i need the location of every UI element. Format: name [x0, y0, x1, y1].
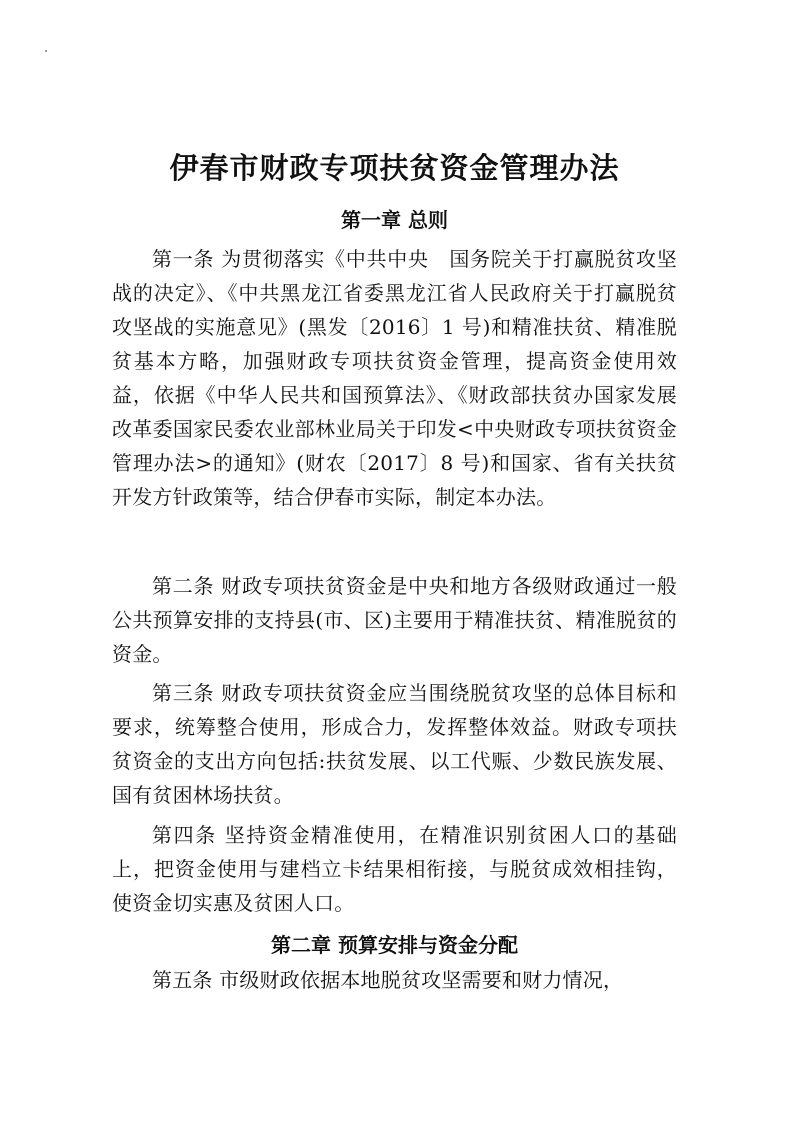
- article-paragraph: 第三条 财政专项扶贫资金应当围绕脱贫攻坚的总体目标和要求，统筹整合使用，形成合力，发挥整体效益。财政专项扶贫资金的支出方向包括:扶贫发展、以工代赈、少数民族发展、国有贫困林场扶贫。: [112, 681, 677, 807]
- chapter-heading: 第二章 预算安排与资金分配: [271, 933, 518, 957]
- article-paragraph: 第四条 坚持资金精准使用，在精准识别贫困人口的基础上，把资金使用与建档立卡结果相衔接，与脱贫成效相挂钩，使资金切实惠及贫困人口。: [112, 823, 677, 915]
- scan-speck: [45, 50, 47, 52]
- article-paragraph: 第二条 财政专项扶贫资金是中央和地方各级财政通过一般公共预算安排的支持县(市、区)主要用于精准扶贫、精准脱贫的资金。: [112, 574, 677, 666]
- article-paragraph: 第一条 为贯彻落实《中共中央 国务院关于打赢脱贫攻坚战的决定》、《中共黑龙江省委黑龙江省人民政府关于打赢脱贫攻坚战的实施意见》(黑发〔2016〕1 号)和精准扶贫、精准脱贫基本方略，加强财政专项扶贫资金管理，提高资金使用效益，依据《中华人民共和国预算法》、《财政部扶贫办国家发展改革委国家民委农业部林业局关于印发<中央财政专项扶贫资金管理办法>的通知》(财农〔2017〕8 号)和国家、省有关扶贫开发方针政策等，结合伊春市实际，制定本办法。: [112, 247, 677, 509]
- document-title: 伊春市财政专项扶贫资金管理办法: [169, 151, 620, 185]
- chapter-heading: 第一章 总则: [341, 208, 448, 232]
- article-paragraph: 第五条 市级财政依据本地脱贫攻坚需要和财力情况，: [152, 968, 624, 992]
